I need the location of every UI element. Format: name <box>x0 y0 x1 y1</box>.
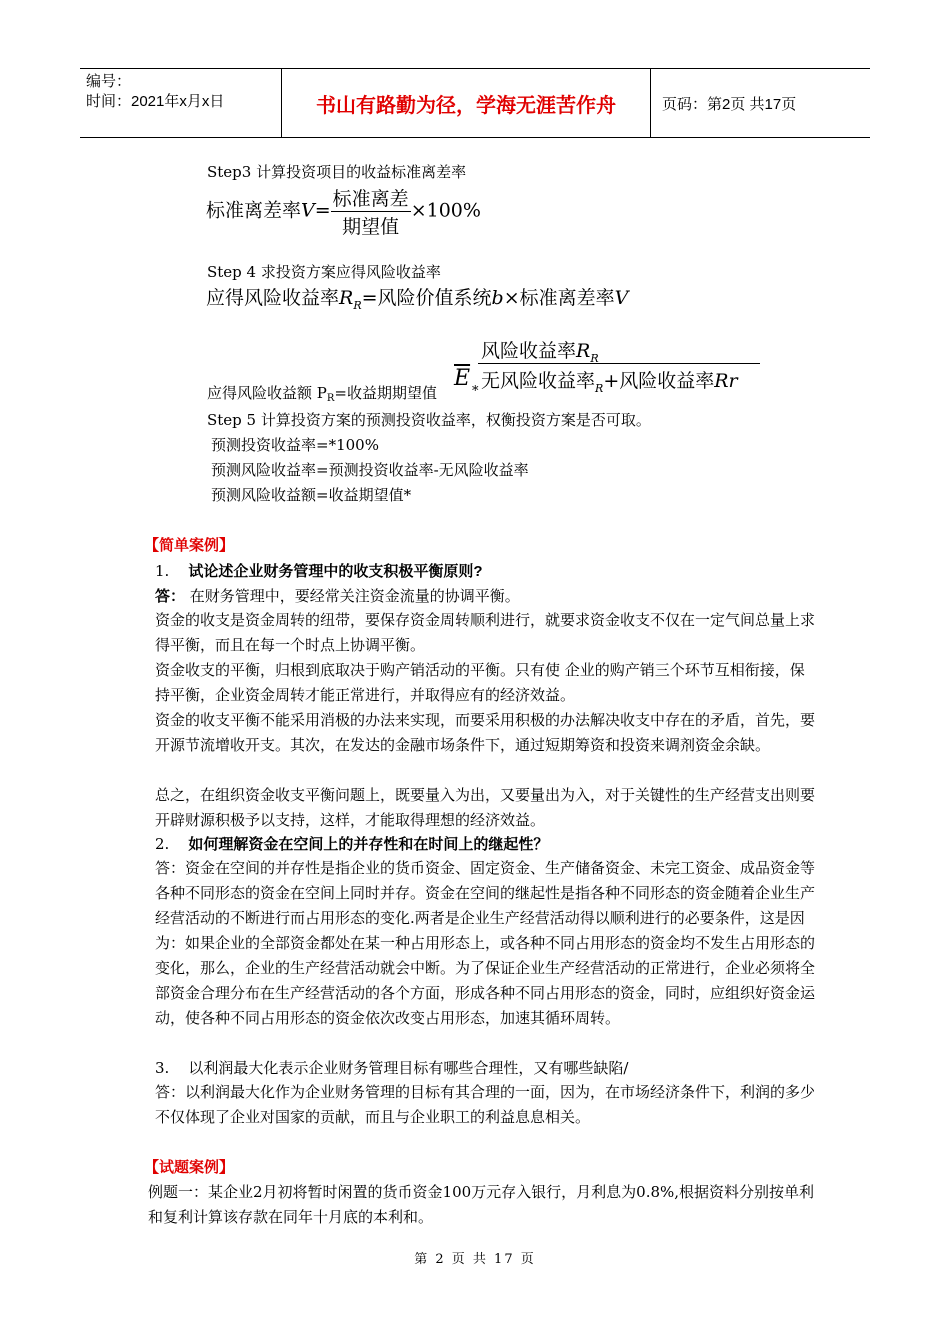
amount-den-text1: 无风险收益率 <box>481 370 596 392</box>
amount-fraction-denominator <box>481 366 738 393</box>
answer-1-label: 答： <box>155 588 186 605</box>
step4-formula-sub: R <box>353 299 362 312</box>
answer-2: 答：资金在空间的并存性是指企业的货币资金、固定资金、生产储备资金、未完工资金、成品资金等各种不同形态的资金在空间上同时并存。资金在空间的继起性是指各种不同形态的资金随着企业生产经营活动的不断进行而占用形态的变化.两者是企业生产经营活动得以顺利进行的必要条件，这是因为：如果企业的全部资金都处在某一种占用形态上，或各种不同占用形态的资金均不发生占用形态的变化，那么，企业的生产经营活动就会中断。为了保证企业生产经营活动的正常进行，企业必须将全部资金合理分布在生产经营活动的各个方面，形成各种不同占用形态的资金，同时，应组织好资金运动，使各种不同占用形态的资金依次改变占用形态，加速其循环周转。 <box>155 859 816 1027</box>
step5-line1: 预测投资收益率=*100% <box>211 436 379 454</box>
simple-cases-heading: 【简单案例】 <box>144 537 235 554</box>
amount-den-text2: +风险收益率 <box>603 370 715 392</box>
step4-title: Step 4 求投资方案应得风险收益率 <box>207 263 441 281</box>
amount-num-sub: R <box>590 352 599 365</box>
page-header <box>80 68 870 138</box>
step4-formula <box>206 283 628 310</box>
header-motto: 书山有路勤为径，学海无涯苦作舟 <box>281 69 651 137</box>
amount-den-sub: R <box>595 382 604 395</box>
step4-formula-var: R <box>339 287 354 309</box>
step3-title: Step3 计算投资项目的收益标准离差率 <box>207 163 467 181</box>
amount-lhs2: =收益期期望值 <box>334 384 437 402</box>
step3-fraction <box>331 184 411 239</box>
amount-lhs-text: 应得风险收益额 P <box>207 384 327 402</box>
step4-formula-rhs: =风险价值系统 <box>361 287 492 309</box>
example-1: 例题一：某企业2月初将暂时闲置的货币资金100万元存入银行，月利息为0.8%,根据资料分别按单利和复利计算该存款在同年十月底的本利和。 <box>148 1183 815 1226</box>
exam-cases-heading: 【试题案例】 <box>144 1159 235 1176</box>
amount-fraction-bar <box>478 363 760 364</box>
header-time-label: 时间：2021年x月x日 <box>86 93 225 110</box>
question-2-text: 如何理解资金在空间上的并存性和在时间上的继起性？ <box>188 836 549 853</box>
step5-line2: 预测风险收益率=预测投资收益率-无风险收益率 <box>211 461 529 479</box>
answer-1-para-4: 资金的收支平衡不能采用消极的办法来实现，而要采用积极的办法解决收支中存在的矛盾，首先，要开源节流增收开支。其次，在发达的金融市场条件下，通过短期筹资和投资来调剂资金余缺。 <box>155 711 816 754</box>
question-1 <box>155 561 483 582</box>
step5-title: Step 5 计算投资方案的预测投资收益率，权衡投资方案是否可取。 <box>207 411 651 429</box>
amount-star: * <box>472 384 479 399</box>
amount-num-var: R <box>576 340 591 362</box>
amount-lhs <box>207 383 437 406</box>
answer-1-first <box>155 586 520 607</box>
page-footer: 第 2 页 共 17 页 <box>414 1252 536 1267</box>
amount-ebar: $\overline{E}$ <box>454 366 471 391</box>
step4-formula-lhs: 应得风险收益率 <box>206 287 340 309</box>
header-meta <box>80 69 280 137</box>
question-3 <box>155 1058 628 1078</box>
amount-num-text: 风险收益率 <box>481 340 577 362</box>
answer-1-para-5: 总之，在组织资金收支平衡问题上，既要量入为出，又要量出为入，对于关键性的生产经营支出则要开辟财源积极予以支持，这样，才能取得理想的经济效益。 <box>155 786 816 829</box>
answer-1-first-text: 在财务管理中，要经常关注资金流量的协调平衡。 <box>185 587 520 605</box>
answer-1-para-2: 资金的收支是资金周转的纽带，要保存资金周转顺利进行，就要求资金收支不仅在一定气间总量上求得平衡，而且在每一个时点上协调平衡。 <box>155 611 816 654</box>
amount-den-var: Rr <box>714 370 738 392</box>
step3-formula-lhs: 标准离差率 <box>206 199 302 222</box>
step5-line3: 预测风险收益额=收益期望值* <box>211 486 412 504</box>
question-3-number: 3. <box>155 1059 170 1077</box>
step4-formula-v: V <box>614 287 629 309</box>
step4-formula-rhs2: ×标准离差率 <box>503 287 615 309</box>
step3-denominator: 期望值 <box>342 216 400 238</box>
step3-formula-var: V <box>301 199 315 222</box>
question-2 <box>155 834 548 855</box>
question-3-text: 以利润最大化表示企业财务管理目标有哪些合理性，又有哪些缺陷/ <box>188 1059 629 1077</box>
question-2-number: 2. <box>155 835 170 853</box>
question-1-number: 1. <box>155 562 170 580</box>
step3-formula-tail: ×100% <box>410 199 481 222</box>
header-page-info: 页码：第2页 共17页 <box>662 95 797 113</box>
answer-1-para-3: 资金收支的平衡，归根到底取决于购产销活动的平衡。只有使 企业的购产销三个环节互相衔接，保持平衡，企业资金周转才能正常进行，并取得应有的经济效益。 <box>155 661 805 704</box>
step3-formula: 标准离差率V= $\frac{\text{标准离差}}{\text{期望值}}$ ×100% <box>206 184 481 239</box>
step3-numerator: 标准离差 <box>331 184 411 212</box>
answer-3: 答：以利润最大化作为企业财务管理的目标有其合理的一面，因为，在市场经济条件下，利润的多少不仅体现了企业对国家的贡献，而且与企业职工的利益息息相关。 <box>155 1083 816 1126</box>
question-1-text: 试论述企业财务管理中的收支积极平衡原则? <box>188 563 483 580</box>
amount-lhs-sub: R <box>326 393 335 404</box>
amount-fraction-numerator <box>481 336 599 363</box>
step4-formula-b: b <box>491 287 504 309</box>
header-number-label: 编号： <box>86 73 132 90</box>
